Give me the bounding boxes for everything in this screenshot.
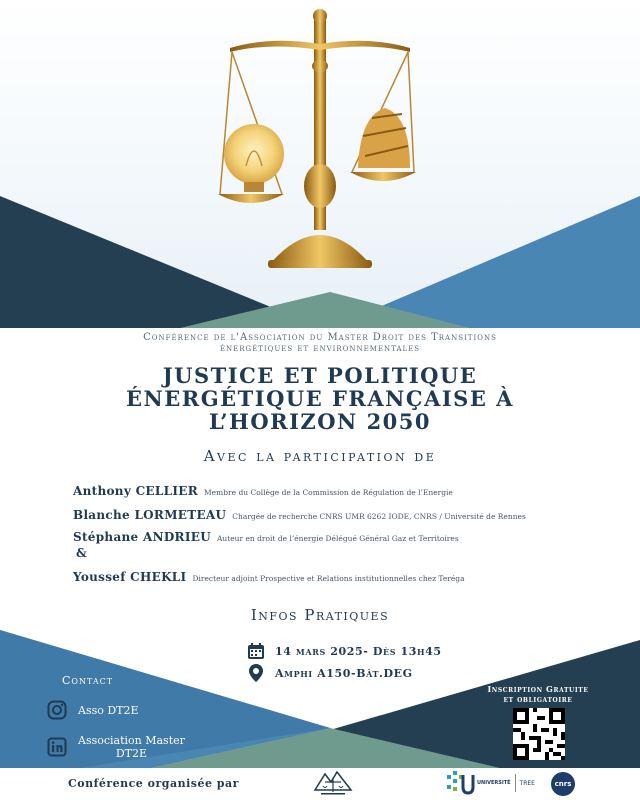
subtitle-line-1: Conférence de l'Association du Master Droit des Transitions — [143, 332, 497, 343]
speaker-lormeteau — [73, 504, 526, 523]
linkedin-line-1: Association Master — [78, 734, 185, 747]
location-pin-icon — [245, 662, 267, 684]
linkedin-icon — [46, 736, 68, 758]
participation-heading: Avec la participation de — [203, 447, 437, 465]
speaker-name: Anthony CELLIER — [73, 484, 198, 498]
subtitle-line-2: énergétiques et environnementales — [219, 343, 421, 354]
universite-text: UNIVERSITÉ — [477, 780, 511, 786]
speaker-chekli — [73, 566, 465, 585]
association-logo — [313, 768, 353, 796]
inscription-line-2: et obligatoire — [503, 694, 573, 704]
universite-rennes-logo — [447, 770, 547, 796]
infos-pratiques-heading: Infos Pratiques — [250, 606, 390, 624]
speaker-name: Youssef CHEKLI — [73, 570, 187, 584]
speaker-role: Auteur en droit de l’énergie Délégué Général Gaz et Territoires — [216, 534, 459, 543]
contact-heading: Contact — [62, 674, 114, 687]
cnrs-logo: cnrs — [551, 772, 575, 796]
instagram-icon — [46, 699, 68, 721]
instagram-handle: Asso DT2E — [78, 703, 139, 717]
ampersand: & — [76, 546, 87, 560]
tree-text: TREE — [519, 779, 535, 787]
event-place — [245, 662, 413, 684]
speaker-role: Membre du Collège de la Commission de Régulation de l’Energie — [204, 488, 453, 497]
speaker-andrieu — [73, 526, 459, 545]
logo-divider — [515, 774, 516, 792]
event-date-text: 14 mars 2025- Dès 13h45 — [275, 644, 442, 658]
speaker-cellier — [73, 480, 453, 499]
event-date — [245, 640, 442, 662]
event-place-text: Amphi A150-Bât.DEG — [275, 666, 413, 680]
inscription-line-1: Inscription Gratuite — [487, 684, 589, 694]
speaker-role: Directeur adjoint Prospective et Relations institutionnelles chez Teréga — [192, 574, 465, 583]
speaker-name: Blanche LORMETEAU — [73, 508, 227, 522]
organized-by-label: Conférence organisée par — [68, 777, 239, 790]
inscription-note — [478, 684, 598, 704]
speaker-role: Chargée de recherche CNRS UMR 6262 IODE, CNRS / Université de Rennes — [232, 512, 526, 521]
scale-of-justice-illustration — [210, 6, 430, 276]
title-line-3: L’HORIZON 2050 — [208, 409, 432, 434]
linkedin-line-2: DT2E — [115, 747, 148, 760]
title-line-1: JUSTICE ET POLITIQUE — [162, 363, 478, 388]
conference-subtitle — [100, 332, 540, 354]
linkedin-label — [78, 734, 185, 760]
speaker-name: Stéphane ANDRIEU — [73, 530, 211, 544]
registration-qr-code[interactable] — [513, 708, 565, 760]
calendar-icon — [245, 640, 267, 662]
contact-instagram[interactable] — [46, 699, 139, 721]
title-line-2: ÉNERGÉTIQUE FRANÇAISE À — [126, 386, 514, 411]
event-title — [60, 364, 580, 433]
contact-linkedin[interactable] — [46, 734, 185, 760]
